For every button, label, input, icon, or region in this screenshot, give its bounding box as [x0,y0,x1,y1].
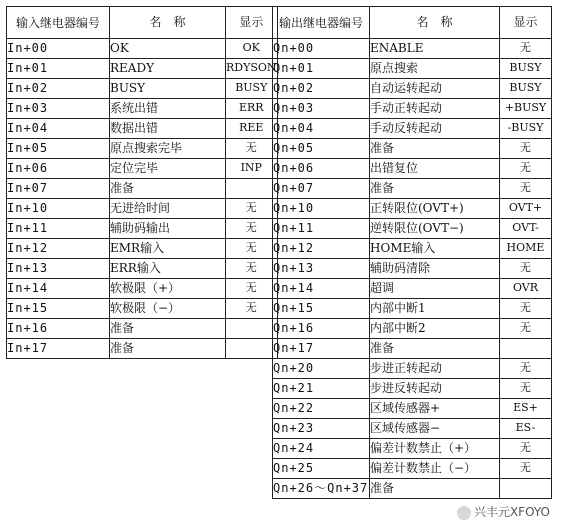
table-row [273,239,552,259]
relay-name-cell: 超调 [370,279,500,299]
header-name: 名 称 [370,7,500,39]
table-row [273,99,552,119]
relay-code-cell: In+17 [7,339,110,359]
relay-code-cell: Qn+12 [273,239,370,259]
relay-code-cell: Qn+14 [273,279,370,299]
display-cell [500,479,552,499]
relay-name-cell: 偏差计数禁止（−） [370,459,500,479]
relay-code-cell: Qn+02 [273,79,370,99]
display-cell [500,339,552,359]
header-display: 显示 [226,7,278,39]
relay-name-cell: 步进反转起动 [370,379,500,399]
relay-code-cell: In+11 [7,219,110,239]
table-row [273,479,552,499]
relay-name-cell: 正转限位(OVT+) [370,199,500,219]
table-row [7,319,278,339]
table-row [7,159,278,179]
table-row [7,99,278,119]
table-row [7,239,278,259]
display-cell: 无 [226,139,278,159]
table-row [273,39,552,59]
table-row [273,299,552,319]
display-cell: 无 [500,159,552,179]
relay-name-cell: 准备 [370,479,500,499]
display-cell: REE [226,119,278,139]
relay-name-cell: ERR输入 [110,259,226,279]
display-cell: RDYSON [226,59,278,79]
relay-code-cell: Qn+07 [273,179,370,199]
display-cell: 无 [226,279,278,299]
table-row [7,179,278,199]
table-row [273,439,552,459]
relay-name-cell: BUSY [110,79,226,99]
relay-name-cell: ENABLE [370,39,500,59]
table-row [273,459,552,479]
display-cell: 无 [500,299,552,319]
header-relay-number: 输入继电器编号 [7,7,110,39]
table-row [273,339,552,359]
header-relay-number: 输出继电器编号 [273,7,370,39]
display-cell: ERR [226,99,278,119]
display-cell [226,339,278,359]
relay-name-cell: 辅助码清除 [370,259,500,279]
table-row [273,379,552,399]
relay-code-cell: Qn+26〜Qn+37 [273,479,370,499]
relay-name-cell: READY [110,59,226,79]
relay-name-cell: 数据出错 [110,119,226,139]
relay-code-cell: In+16 [7,319,110,339]
table-row [7,339,278,359]
display-cell: 无 [226,259,278,279]
relay-code-cell: Qn+01 [273,59,370,79]
display-cell: ES- [500,419,552,439]
display-cell: 无 [500,179,552,199]
relay-code-cell: Qn+05 [273,139,370,159]
relay-name-cell: 原点搜索 [370,59,500,79]
relay-name-cell: 原点搜索完毕 [110,139,226,159]
display-cell: HOME [500,239,552,259]
relay-code-cell: In+00 [7,39,110,59]
relay-code-cell: Qn+20 [273,359,370,379]
header-name: 名 称 [110,7,226,39]
table-row [273,219,552,239]
relay-code-cell: Qn+11 [273,219,370,239]
display-cell: 无 [500,139,552,159]
table-row [7,59,278,79]
display-cell: BUSY [500,79,552,99]
relay-name-cell: 准备 [370,179,500,199]
relay-name-cell: 出错复位 [370,159,500,179]
relay-name-cell: HOME输入 [370,239,500,259]
display-cell: INP [226,159,278,179]
relay-code-cell: Qn+23 [273,419,370,439]
table-row [273,279,552,299]
relay-name-cell: 内部中断2 [370,319,500,339]
relay-name-cell: 准备 [110,319,226,339]
relay-name-cell: EMR输入 [110,239,226,259]
relay-code-cell: In+03 [7,99,110,119]
table-row [7,39,278,59]
relay-code-cell: Qn+13 [273,259,370,279]
relay-code-cell: Qn+04 [273,119,370,139]
display-cell: 无 [500,459,552,479]
relay-name-cell: 定位完毕 [110,159,226,179]
input-relay-table [6,6,278,359]
display-cell: 无 [500,379,552,399]
display-cell: OVR [500,279,552,299]
display-cell: OVT- [500,219,552,239]
watermark-text: 兴丰元XFOYO [473,505,550,519]
relay-code-cell: Qn+21 [273,379,370,399]
relay-code-cell: In+13 [7,259,110,279]
relay-name-cell: 软极限（−） [110,299,226,319]
relay-code-cell: Qn+17 [273,339,370,359]
table-row [7,79,278,99]
display-cell: 无 [500,439,552,459]
relay-name-cell: 准备 [110,339,226,359]
display-cell: 无 [226,239,278,259]
display-cell: OK [226,39,278,59]
relay-code-cell: Qn+10 [273,199,370,219]
relay-name-cell: 系统出错 [110,99,226,119]
relay-code-cell: Qn+24 [273,439,370,459]
relay-name-cell: 软极限（+） [110,279,226,299]
relay-code-cell: In+12 [7,239,110,259]
relay-code-cell: Qn+15 [273,299,370,319]
display-cell: ES+ [500,399,552,419]
table-row [273,319,552,339]
table-row [7,259,278,279]
relay-code-cell: Qn+03 [273,99,370,119]
display-cell [226,319,278,339]
display-cell: 无 [500,319,552,339]
relay-code-cell: In+01 [7,59,110,79]
brand-logo-icon [457,506,471,520]
relay-name-cell: 准备 [370,339,500,359]
display-cell: BUSY [500,59,552,79]
display-cell: OVT+ [500,199,552,219]
table-row [7,279,278,299]
table-row [273,159,552,179]
table-header-row [273,7,552,39]
display-cell: 无 [500,259,552,279]
output-relay-table [272,6,552,499]
relay-code-cell: Qn+00 [273,39,370,59]
display-cell: 无 [500,359,552,379]
relay-code-cell: Qn+06 [273,159,370,179]
relay-name-cell: 偏差计数禁止（+） [370,439,500,459]
table-row [273,199,552,219]
relay-code-cell: In+05 [7,139,110,159]
relay-code-cell: In+06 [7,159,110,179]
display-cell [226,179,278,199]
relay-name-cell: OK [110,39,226,59]
table-row [273,119,552,139]
relay-code-cell: Qn+25 [273,459,370,479]
table-row [273,259,552,279]
relay-name-cell: 区域传感器+ [370,399,500,419]
table-row [273,359,552,379]
display-cell: 无 [226,299,278,319]
relay-name-cell: 手动正转起动 [370,99,500,119]
display-cell: 无 [500,39,552,59]
table-header-row [7,7,278,39]
header-display: 显示 [500,7,552,39]
relay-name-cell: 内部中断1 [370,299,500,319]
relay-code-cell: In+04 [7,119,110,139]
table-row [273,139,552,159]
table-row [7,219,278,239]
output-table-body [273,39,552,499]
relay-code-cell: In+15 [7,299,110,319]
relay-name-cell: 自动运转起动 [370,79,500,99]
table-row [273,59,552,79]
relay-code-cell: Qn+16 [273,319,370,339]
table-row [7,299,278,319]
watermark [453,502,554,521]
relay-code-cell: In+10 [7,199,110,219]
display-cell: 无 [226,219,278,239]
relay-name-cell: 准备 [110,179,226,199]
relay-name-cell: 逆转限位(OVT−) [370,219,500,239]
relay-name-cell: 无进给时间 [110,199,226,219]
relay-name-cell: 准备 [370,139,500,159]
table-row [273,79,552,99]
table-row [7,119,278,139]
display-cell: -BUSY [500,119,552,139]
display-cell: BUSY [226,79,278,99]
relay-name-cell: 辅助码输出 [110,219,226,239]
relay-name-cell: 步进正转起动 [370,359,500,379]
relay-code-cell: In+02 [7,79,110,99]
table-row [7,199,278,219]
table-row [273,419,552,439]
table-row [273,399,552,419]
display-cell: 无 [226,199,278,219]
relay-code-cell: In+14 [7,279,110,299]
table-row [273,179,552,199]
display-cell: +BUSY [500,99,552,119]
relay-code-cell: In+07 [7,179,110,199]
input-table-body [7,39,278,359]
relay-code-cell: Qn+22 [273,399,370,419]
relay-name-cell: 手动反转起动 [370,119,500,139]
table-row [7,139,278,159]
relay-name-cell: 区域传感器− [370,419,500,439]
